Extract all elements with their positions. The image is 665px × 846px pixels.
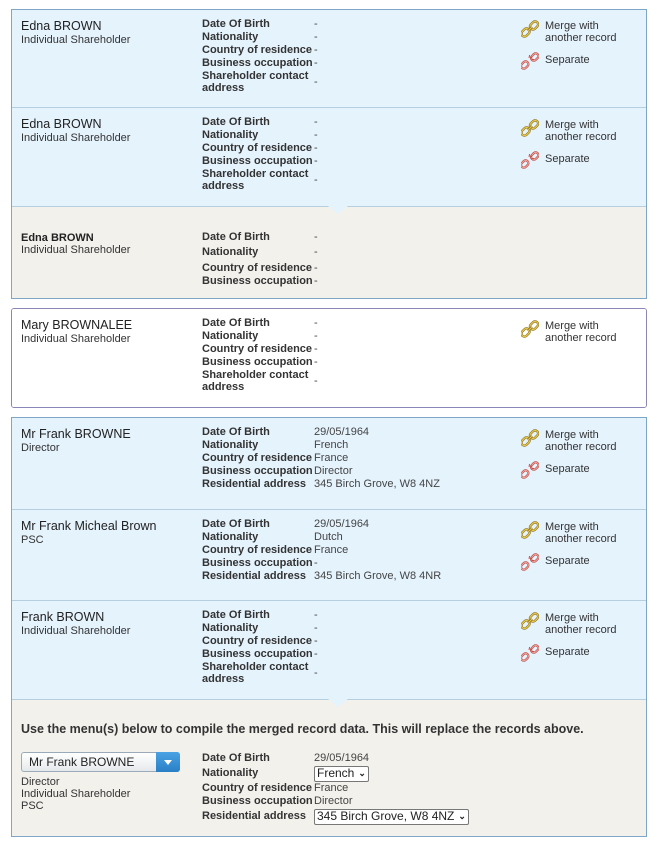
occupation-value: - [314,648,318,660]
merge-label: Merge with another record [545,320,617,344]
record-role: Individual Shareholder [21,333,131,345]
record-name: Edna BROWN [21,117,102,131]
dob-label: Date Of Birth [202,231,270,243]
separate-label: Separate [545,555,590,567]
country-value: - [314,635,318,647]
occupation-value: Director [314,795,353,807]
occupation-value: - [314,557,318,569]
separate-button[interactable] [521,52,590,70]
record-fields [202,609,502,685]
occupation-label: Business occupation [202,57,313,69]
occupation-label: Business occupation [202,557,313,569]
separate-label: Separate [545,54,590,66]
dob-label: Date Of Birth [202,18,270,30]
record-fields [202,18,502,94]
record-card [12,309,646,407]
country-value: France [314,782,349,794]
occupation-value: - [314,155,318,167]
record-card [12,509,646,600]
dob-label: Date Of Birth [202,752,270,764]
nationality-value: French [314,439,349,451]
country-label: Country of residence [202,44,313,56]
contact-label: Shareholder contact address [202,70,309,94]
merge-label: Merge with another record [545,20,617,44]
merge-instruction: Use the menu(s) below to compile the merged record data. This will replace the records above. [21,722,584,736]
occupation-label: Business occupation [202,275,313,287]
record-name: Mr Frank BROWNE [21,427,131,441]
merge-panel [12,699,646,837]
chain-link-icon [521,20,539,38]
separate-button[interactable] [521,461,590,479]
country-label: Country of residence [202,343,313,355]
record-role: Director [21,442,60,454]
nationality-label: Nationality [202,531,259,543]
chevron-down-icon[interactable] [156,752,180,772]
country-label: Country of residence [202,782,313,794]
broken-link-icon [521,644,539,662]
merge-label: Merge with another record [545,612,617,636]
record-selector-dropdown[interactable] [21,752,180,772]
merge-button[interactable] [521,20,617,44]
dob-value: 29/05/1964 [314,426,370,438]
dob-value: - [314,231,318,243]
separate-label: Separate [545,153,590,165]
nationality-value: - [314,31,318,43]
merge-button[interactable] [521,320,617,344]
separate-label: Separate [545,646,590,658]
nationality-value: - [314,129,318,141]
merge-button[interactable] [521,429,617,453]
merge-label: Merge with another record [545,521,617,545]
record-role: Individual Shareholder [21,625,131,637]
record-fields [202,116,502,192]
dob-value: - [314,317,318,329]
nationality-label: Nationality [202,622,259,634]
dob-label: Date Of Birth [202,518,270,530]
occupation-value: - [314,275,318,287]
occupation-label: Business occupation [202,648,313,660]
merge-button[interactable] [521,612,617,636]
chain-link-icon [521,429,539,447]
residential-label: Residential address [202,478,306,490]
dob-label: Date Of Birth [202,426,270,438]
country-label: Country of residence [202,262,313,274]
country-label: Country of residence [202,544,313,556]
record-card [12,600,646,699]
record-group-edna-brown [11,9,647,299]
occupation-label: Business occupation [202,155,313,167]
contact-label: Shareholder contact address [202,661,309,685]
dob-value: - [314,116,318,128]
record-role: Individual Shareholder [21,132,131,144]
separate-button[interactable] [521,553,590,571]
country-value: - [314,262,318,274]
nationality-label: Nationality [202,31,259,43]
pointer-notch [328,699,348,707]
merge-button[interactable] [521,521,617,545]
record-role: PSC [21,534,44,546]
nationality-value: - [314,622,318,634]
country-value: France [314,452,349,464]
record-name: Mr Frank Micheal Brown [21,519,157,533]
country-label: Country of residence [202,142,313,154]
broken-link-icon [521,151,539,169]
nationality-label: Nationality [202,246,259,258]
separate-label: Separate [545,463,590,475]
nationality-label: Nationality [202,129,259,141]
record-card-target [12,206,646,299]
chevron-down-icon: ⌄ [458,811,466,821]
contact-value: - [314,173,318,186]
residential-select[interactable]: 345 Birch Grove, W8 4NZ ⌄ [314,809,469,825]
broken-link-icon [521,553,539,571]
chain-link-icon [521,119,539,137]
contact-label: Shareholder contact address [202,168,309,192]
occupation-label: Business occupation [202,795,313,807]
residential-label: Residential address [202,810,306,822]
broken-link-icon [521,52,539,70]
merged-fields [202,752,502,825]
record-group-frank-brown [11,417,647,837]
record-name: Edna BROWN [21,232,94,244]
dob-value: 29/05/1964 [314,752,370,764]
merged-role: Director [21,776,60,788]
merge-label: Merge with another record [545,119,617,143]
separate-button[interactable] [521,644,590,662]
broken-link-icon [521,461,539,479]
separate-button[interactable] [521,151,590,169]
dob-label: Date Of Birth [202,609,270,621]
record-fields [202,317,502,393]
record-card [12,107,646,206]
country-label: Country of residence [202,635,313,647]
residential-value: 345 Birch Grove, W8 4NZ [314,478,440,490]
residential-value: 345 Birch Grove, W8 4NR [314,570,442,582]
nationality-value: - [314,246,318,258]
merged-role: Individual Shareholder [21,788,131,800]
nationality-value: Dutch [314,531,343,543]
merged-role: PSC [21,800,44,812]
contact-label: Shareholder contact address [202,369,309,393]
dob-value: 29/05/1964 [314,518,370,530]
record-group-mary-brownalee [11,308,647,408]
country-label: Country of residence [202,452,313,464]
occupation-label: Business occupation [202,356,313,368]
record-fields [202,426,502,491]
occupation-value: - [314,57,318,69]
dob-label: Date Of Birth [202,317,270,329]
contact-value: - [314,75,318,88]
nationality-label: Nationality [202,767,259,779]
occupation-value: - [314,356,318,368]
nationality-label: Nationality [202,330,259,342]
nationality-value: - [314,330,318,342]
occupation-value: Director [314,465,353,477]
country-value: France [314,544,349,556]
pointer-notch [328,206,348,214]
occupation-label: Business occupation [202,465,313,477]
chevron-down-icon: ⌄ [358,768,366,778]
merged-roles [21,776,130,812]
nationality-label: Nationality [202,439,259,451]
nationality-select[interactable]: French ⌄ [314,766,369,782]
dob-label: Date Of Birth [202,116,270,128]
record-role: Individual Shareholder [21,34,131,46]
country-value: - [314,142,318,154]
record-selector-value: Mr Frank BROWNE [29,755,135,769]
record-card [12,10,646,107]
merge-button[interactable] [521,119,617,143]
contact-value: - [314,666,318,679]
contact-value: - [314,374,318,387]
chain-link-icon [521,521,539,539]
residential-label: Residential address [202,570,306,582]
record-name: Frank BROWN [21,610,105,624]
record-fields [202,518,502,583]
record-card [12,418,646,509]
dob-value: - [314,18,318,30]
country-value: - [314,44,318,56]
merge-label: Merge with another record [545,429,617,453]
chain-link-icon [521,320,539,338]
record-role: Individual Shareholder [21,244,131,256]
country-value: - [314,343,318,355]
chain-link-icon [521,612,539,630]
record-fields [202,231,502,288]
record-name: Mary BROWNALEE [21,318,133,332]
dob-value: - [314,609,318,621]
record-name: Edna BROWN [21,19,102,33]
